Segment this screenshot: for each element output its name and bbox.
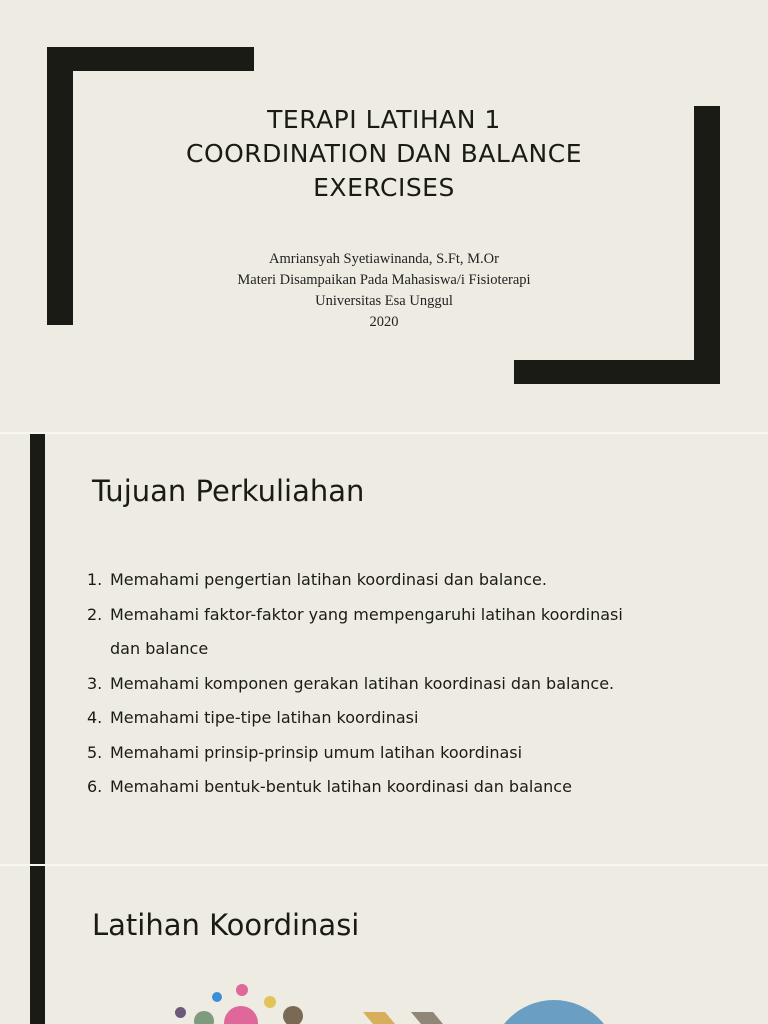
slide-heading: Tujuan Perkuliahan [92, 474, 365, 508]
title-line-2: COORDINATION DAN BALANCE [185, 139, 582, 168]
list-item [87, 736, 727, 771]
frame-bracket-top-left-vertical [47, 47, 73, 325]
list-item [87, 667, 727, 702]
chevron-gold [363, 1012, 395, 1024]
list-number: 6. [87, 777, 103, 796]
list-item [87, 598, 727, 667]
dot-yellow [264, 996, 276, 1008]
audience-line: Materi Disampaikan Pada Mahasiswa/i Fisioterapi [237, 272, 531, 288]
year: 2020 [369, 314, 399, 330]
list-item [87, 563, 727, 598]
dot-pink-large [224, 1006, 258, 1024]
list-text: Memahami faktor-faktor yang mempengaruhi latihan koordinasi [110, 604, 623, 624]
list-text: Memahami prinsip-prinsip umum latihan koordinasi [110, 742, 523, 762]
blue-circle-graphic [490, 1000, 618, 1024]
dot-blue [212, 992, 222, 1002]
list-number: 3. [87, 673, 103, 693]
author-name: Amriansyah Syetiawinanda, S.Ft, M.Or [269, 251, 499, 267]
list-item [87, 701, 727, 736]
chevron-gray [411, 1012, 443, 1024]
title-slide [0, 0, 768, 432]
list-number: 5. [87, 742, 103, 762]
objectives-list [87, 563, 727, 805]
dot-brown [283, 1006, 303, 1024]
frame-bracket-top-left-horizontal [47, 47, 254, 71]
dot-green [194, 1011, 214, 1024]
list-text-continuation: dan balance [110, 639, 209, 658]
list-text: Memahami pengertian latihan koordinasi dan balance. [110, 570, 547, 589]
frame-bracket-bottom-right-horizontal [514, 360, 720, 384]
list-item [87, 770, 727, 805]
list-text: Memahami tipe-tipe latihan koordinasi [110, 708, 419, 727]
list-number: 2. [87, 604, 103, 624]
list-text: Memahami bentuk-bentuk latihan koordinasi dan balance [110, 777, 572, 796]
dot-purple [175, 1007, 186, 1018]
list-number: 4. [87, 708, 103, 727]
left-accent-bar [30, 434, 45, 864]
chevron-arrows-graphic [355, 1006, 465, 1024]
slide-heading: Latihan Koordinasi [92, 908, 360, 942]
list-text: Memahami komponen gerakan latihan koordinasi dan balance. [110, 673, 615, 693]
dot-pink-small [236, 984, 248, 996]
frame-bracket-bottom-right-vertical [694, 106, 720, 384]
coordination-slide [0, 866, 768, 1024]
title-line-3: EXERCISES [313, 173, 455, 202]
left-accent-bar [30, 866, 45, 1024]
slide-title [110, 103, 658, 205]
objectives-slide [0, 434, 768, 864]
university-name: Universitas Esa Unggul [315, 293, 453, 309]
author-info [110, 249, 658, 333]
title-line-1: TERAPI LATIHAN 1 [267, 105, 501, 134]
list-number: 1. [87, 570, 103, 589]
